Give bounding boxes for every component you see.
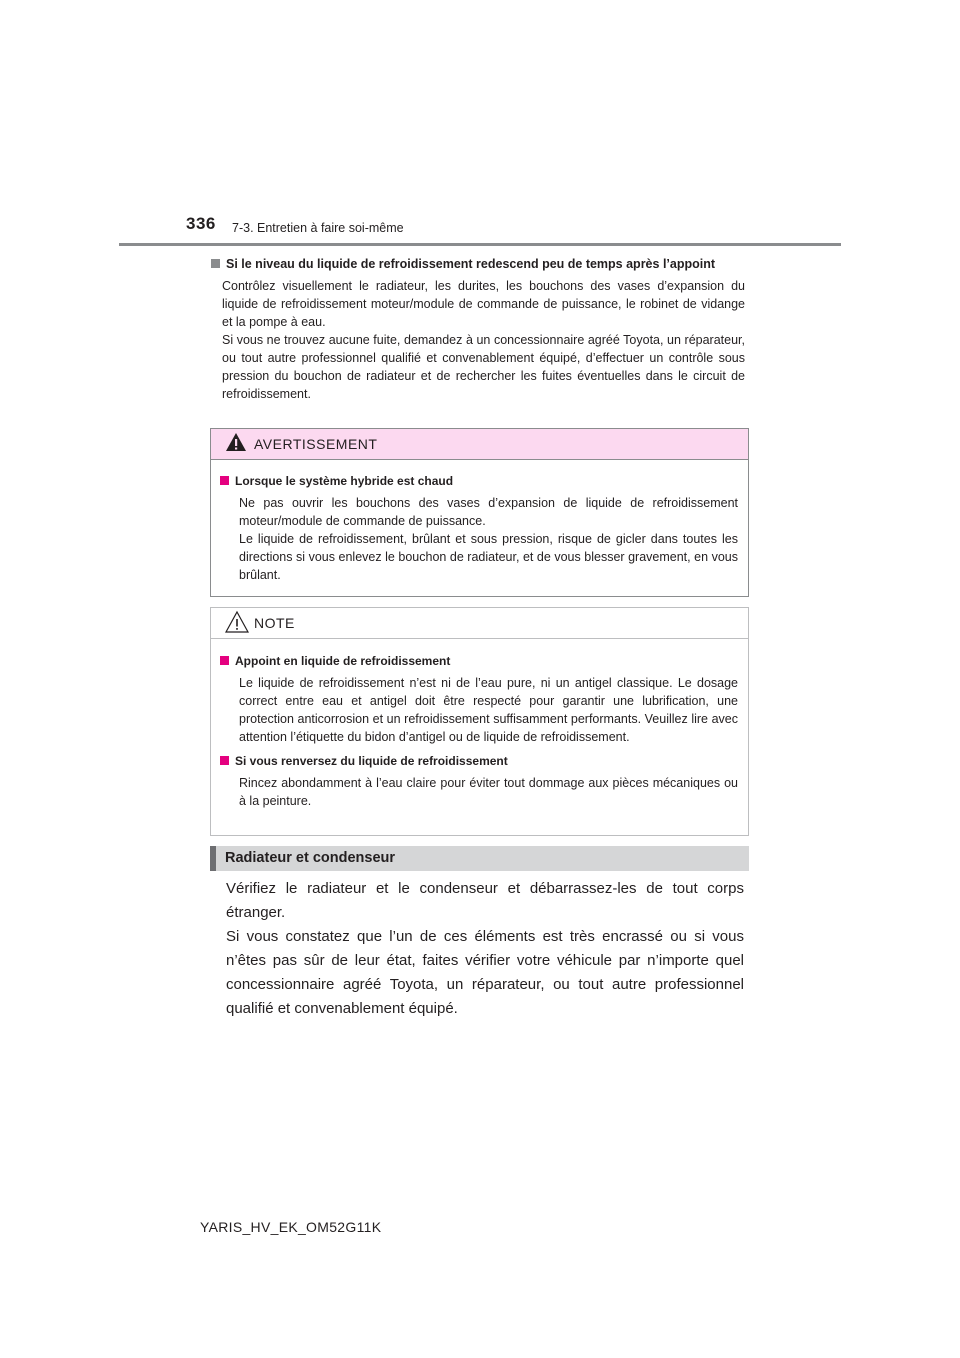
intro-body xyxy=(222,277,745,403)
warning-item-body xyxy=(239,494,738,584)
section-heading: Radiateur et condenseur xyxy=(225,850,396,866)
warning-item xyxy=(220,472,738,584)
warning-item-heading xyxy=(220,472,738,490)
section-paragraph: Si vous constatez que l’un de ces éléments est très encrassé ou si vous n’êtes pas sûr de leur état, faites vérifier votre véhicule par n’importe quel concessionnaire agréé Toyota, un réparateur, ou tout autre professionnel qualifié et convenablement équipé. xyxy=(226,928,744,1017)
note-item-body xyxy=(239,674,738,746)
warning-item-heading-text: Lorsque le système hybride est chaud xyxy=(235,474,454,488)
note-item xyxy=(220,752,738,810)
intro-paragraph: Contrôlez visuellement le radiateur, les durites, les bouchons des vases d’expansion du liquide de refroidissement moteur/module de commande de puissance, le robinet de vidange et la pompe à eau. xyxy=(222,279,745,329)
intro-heading-text: Si le niveau du liquide de refroidissement redescend peu de temps après l’appoint xyxy=(226,257,716,271)
caution-triangle-outline-icon xyxy=(225,610,249,639)
document-code-footer: YARIS_HV_EK_OM52G11K xyxy=(200,1219,382,1235)
note-paragraph: Rincez abondamment à l’eau claire pour éviter tout dommage aux pièces mécaniques ou à la peinture. xyxy=(239,776,738,808)
pink-square-bullet-icon xyxy=(220,476,229,485)
section-paragraph: Vérifiez le radiateur et le condenseur et débarrassez-les de tout corps étranger. xyxy=(226,880,744,921)
note-paragraph: Le liquide de refroidissement n’est ni de l’eau pure, ni un antigel classique. Le dosage correct entre eau et antigel doit être respecté pour garantir une lubrification, une protection anticorrosion et un refroidissement suffisamment performants. Veuillez lire avec attention l’étiquette du bidon d’antigel ou de liquide de refroidissement. xyxy=(239,676,738,744)
note-item-heading-text: Si vous renversez du liquide de refroidissement xyxy=(235,754,508,768)
header-divider xyxy=(119,243,841,246)
note-box-header xyxy=(211,608,748,639)
page-number: 336 xyxy=(186,214,216,233)
section-body xyxy=(226,877,744,1021)
warning-paragraph: Le liquide de refroidissement, brûlant et sous pression, risque de gicler dans toutes les directions si vous enlevez le bouchon de radiateur, et de vous blesser gravement, en vous brûlant. xyxy=(239,532,738,582)
note-item-heading-text: Appoint en liquide de refroidissement xyxy=(235,654,451,668)
warning-paragraph: Ne pas ouvrir les bouchons des vases d’expansion de liquide de refroidissement moteur/module de commande de puissance. xyxy=(239,496,738,528)
note-title: NOTE xyxy=(254,615,295,631)
intro-paragraph: Si vous ne trouvez aucune fuite, demandez à un concessionnaire agréé Toyota, un réparateur, ou tout autre professionnel qualifié et convenablement équipé, d’effectuer un contrôle sous pression du bouchon de radiateur et de rechercher les fuites éventuelles dans le circuit de refroidissement. xyxy=(222,333,745,401)
note-item-body xyxy=(239,774,738,810)
section-heading-bar xyxy=(210,846,749,871)
warning-triangle-icon xyxy=(225,431,247,458)
pink-square-bullet-icon xyxy=(220,756,229,765)
intro-heading xyxy=(211,255,745,273)
gray-square-bullet-icon xyxy=(211,259,220,268)
intro-block xyxy=(211,255,745,403)
note-item-heading xyxy=(220,652,738,670)
note-box xyxy=(210,607,749,836)
section-title: 7-3. Entretien à faire soi-même xyxy=(232,221,404,235)
pink-square-bullet-icon xyxy=(220,656,229,665)
warning-box xyxy=(210,428,749,597)
warning-title: AVERTISSEMENT xyxy=(254,436,378,452)
note-item-heading xyxy=(220,752,738,770)
warning-box-header xyxy=(211,429,748,460)
note-item xyxy=(220,652,738,746)
